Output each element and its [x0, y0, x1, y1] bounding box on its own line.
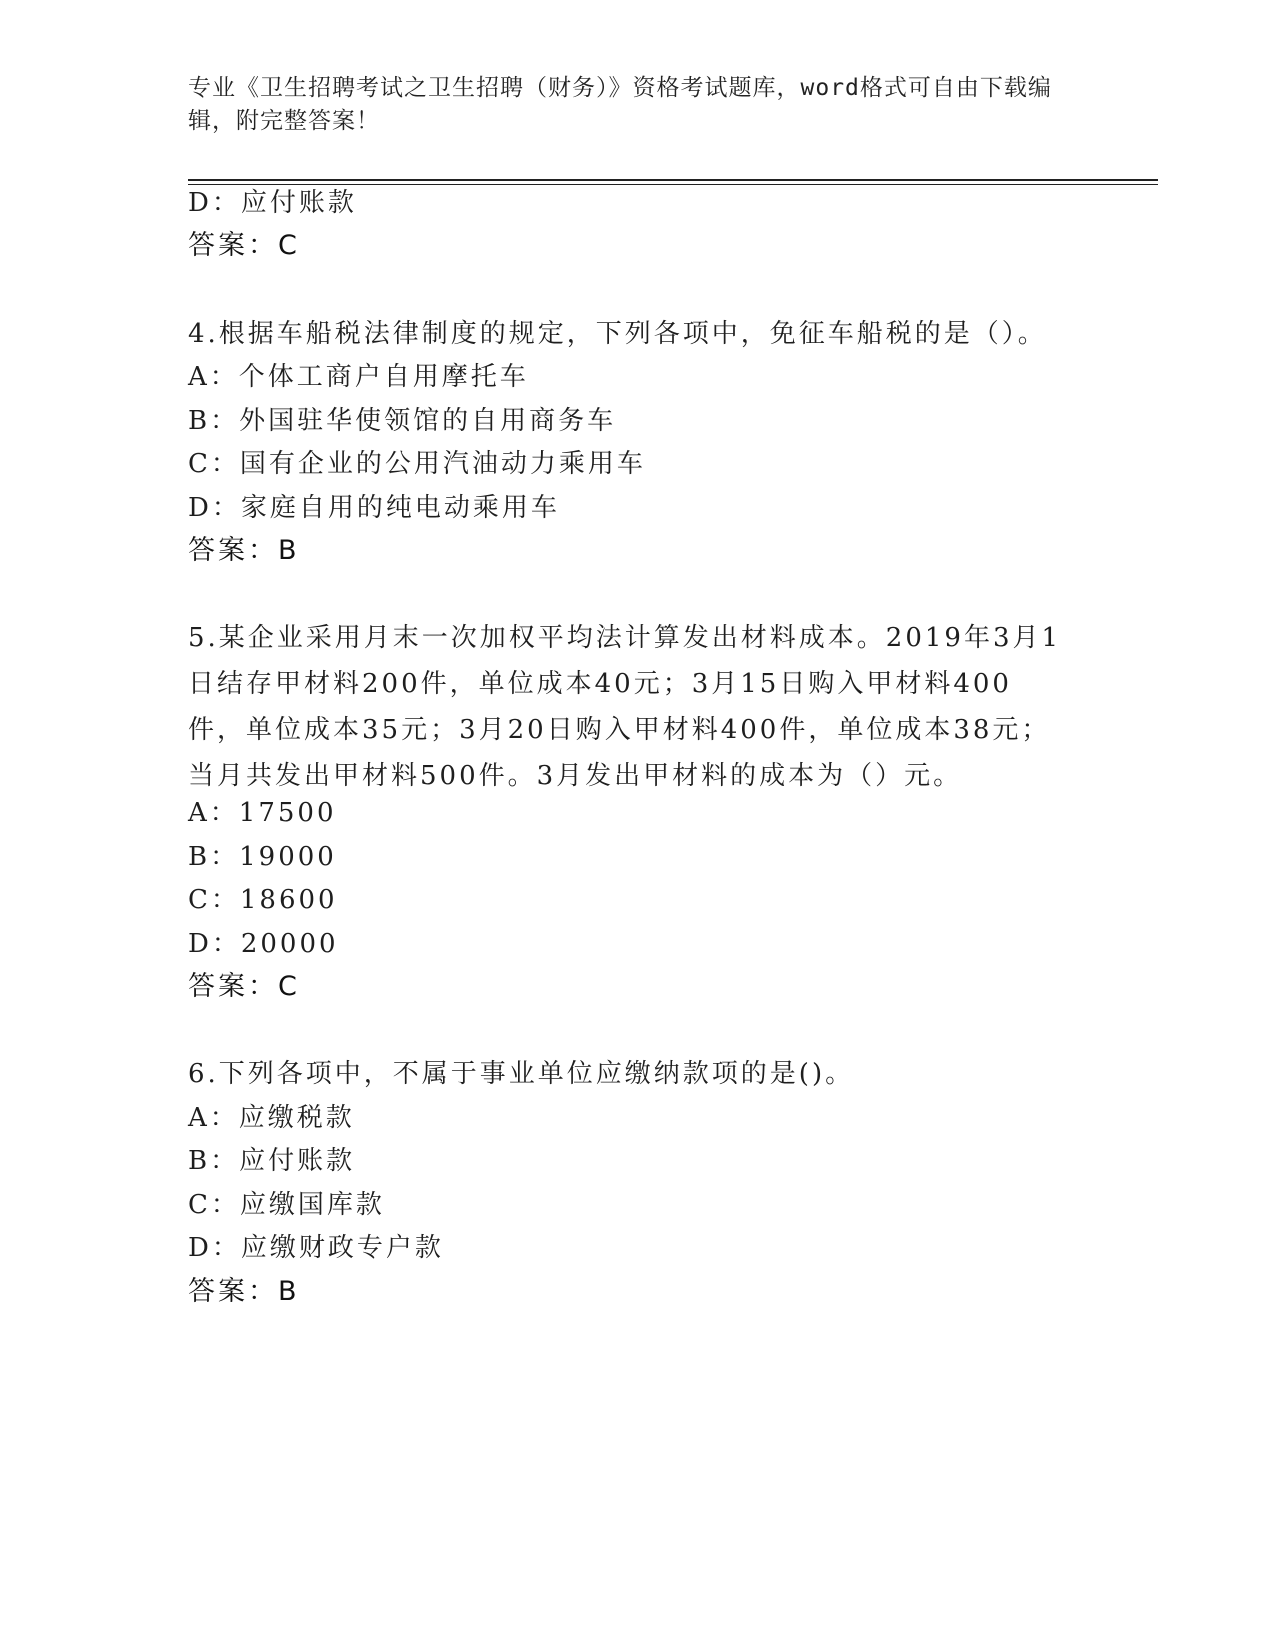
question-5-option-b: B：19000 [188, 842, 337, 872]
option-d-prev: D：应付账款 [188, 188, 357, 218]
question-6-option-c: C：应缴国库款 [188, 1190, 385, 1220]
question-4-option-c: C：国有企业的公用汽油动力乘用车 [188, 449, 646, 479]
question-6-option-a: A：应缴税款 [188, 1103, 355, 1133]
question-5-answer: 答案：C [188, 971, 300, 1002]
header-divider-bottom [188, 184, 1158, 185]
question-4-stem: 4.根据车船税法律制度的规定，下列各项中，免征车船税的是（）。 [188, 319, 1047, 349]
question-6-option-d: D：应缴财政专户款 [188, 1233, 444, 1263]
question-5-option-d: D：20000 [188, 929, 339, 959]
question-4-option-b: B：外国驻华使领馆的自用商务车 [188, 406, 617, 436]
question-4-option-d: D：家庭自用的纯电动乘用车 [188, 493, 560, 523]
question-6-answer: 答案：B [188, 1276, 300, 1307]
question-6-stem: 6.下列各项中，不属于事业单位应缴纳款项的是()。 [188, 1059, 855, 1089]
question-5-option-a: A：17500 [188, 798, 337, 828]
question-4-answer: 答案：B [188, 535, 300, 566]
question-4-option-a: A：个体工商户自用摩托车 [188, 362, 529, 392]
question-5-option-c: C：18600 [188, 885, 338, 915]
answer-prev: 答案：C [188, 230, 300, 261]
question-6-option-b: B：应付账款 [188, 1146, 356, 1176]
question-5-stem: 5.某企业采用月末一次加权平均法计算发出材料成本。2019年3月1日结存甲材料200件，单位成本40元；3月15日购入甲材料400件，单位成本35元；3月20日购入甲材料400件，单位成本38元；当月共发出甲材料500件。3月发出甲材料的成本为（）元。 [188, 623, 1062, 791]
document-header: 专业《卫生招聘考试之卫生招聘（财务）》资格考试题库，word格式可自由下载编辑，附完整答案！ [188, 75, 1052, 134]
header-divider-top [188, 179, 1158, 181]
